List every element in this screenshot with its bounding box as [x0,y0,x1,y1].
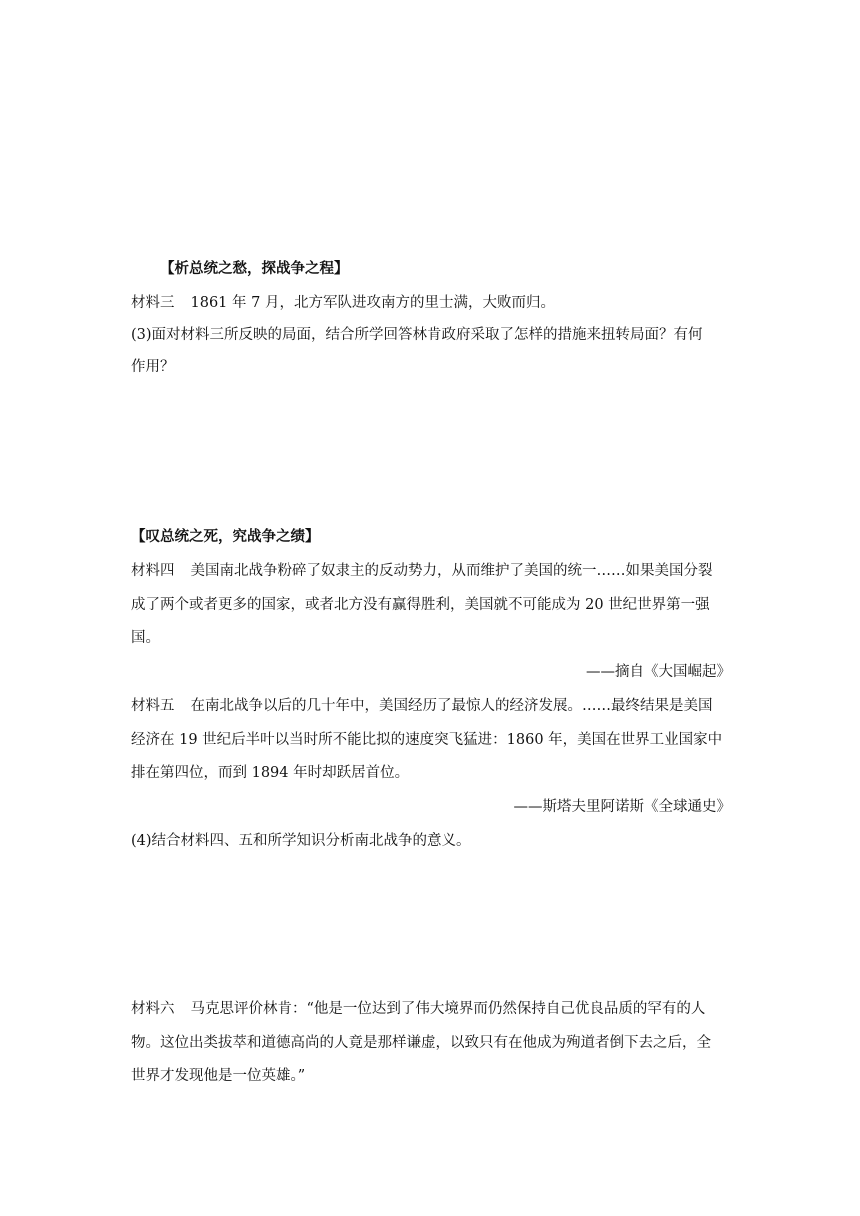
material-5-line-3: 排在第四位，而到 1894 年时却跃居首位。 [131,765,410,781]
material-6-line-1 [131,999,731,1019]
material-4-line-2: 成了两个或者更多的国家，或者北方没有赢得胜利，美国就不可能成为 20 世纪世界第一强 [131,597,710,613]
material-4-source: ——摘自《大国崛起》 [586,664,731,680]
material-5-label: 材料五 [131,698,175,714]
section-heading-1: 【析总统之愁，探战争之程】 [160,260,349,277]
material-3-text: 1861 年 7 月，北方军队进攻南方的里士满，大败而归。 [190,295,555,311]
material-4-line-1 [131,561,731,581]
material-6-text-1: 马克思评价林肯：“他是一位达到了伟大境界而仍然保持自己优良品质的罕有的人 [190,1001,706,1017]
question-4: (4)结合材料四、五和所学知识分析南北战争的意义。 [131,833,471,849]
material-6-line-3: 世界才发现他是一位英雄。” [131,1068,306,1084]
material-5-line-2: 经济在 19 世纪后半叶以当时所不能比拟的速度突飞猛进：1860 年，美国在世界工业国家中 [131,732,723,748]
material-3 [131,293,731,313]
question-3-line-2: 作用？ [131,359,175,375]
material-4-text-1: 美国南北战争粉碎了奴隶主的反动势力，从而维护了美国的统一……如果美国分裂 [190,563,713,579]
material-5-text-1: 在南北战争以后的几十年中，美国经历了最惊人的经济发展。……最终结果是美国 [190,698,713,714]
material-5-source: ——斯塔夫里阿诺斯《全球通史》 [513,799,731,815]
material-5-line-1 [131,696,731,716]
material-4-label: 材料四 [131,563,175,579]
material-6-line-2: 物。这位出类拔萃和道德高尚的人竟是那样谦虚，以致只有在他成为殉道者倒下去之后，全 [131,1035,711,1051]
material-4-line-3: 国。 [131,630,160,646]
material-3-label: 材料三 [131,295,175,311]
material-6-label: 材料六 [131,1001,175,1017]
question-3-line-1: (3)面对材料三所反映的局面，结合所学回答林肯政府采取了怎样的措施来扭转局面？有何 [131,327,703,343]
section-heading-2: 【叹总统之死，究战争之绩】 [131,528,320,545]
